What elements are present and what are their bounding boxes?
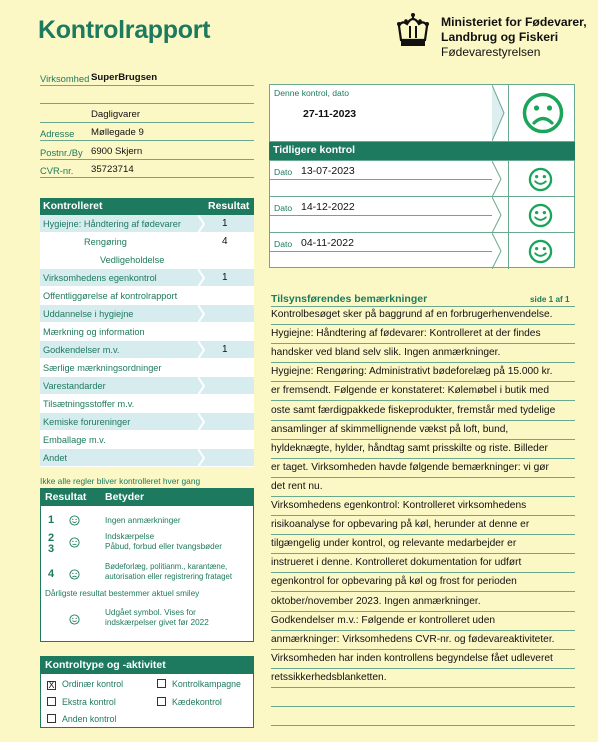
control-table-header-result: Resultat bbox=[208, 200, 250, 212]
legend-expired-2: indskærpelser givet før 2022 bbox=[105, 618, 209, 627]
chevron-arrow-icon bbox=[492, 233, 504, 269]
control-table-row bbox=[40, 359, 254, 377]
remark-line: Hygiejne: Håndtering af fødevarer: Kontrolleret at der findes bbox=[271, 325, 575, 344]
control-row-label: Godkendelser m.v. bbox=[43, 345, 120, 355]
ordinary-check-mark: X bbox=[48, 680, 55, 690]
current-control-box bbox=[269, 84, 575, 142]
happy-smiley-icon bbox=[69, 515, 80, 526]
row-chevron-icon bbox=[198, 305, 206, 323]
row-chevron-icon bbox=[198, 341, 206, 359]
chevron-arrow-icon bbox=[492, 161, 504, 197]
legend-header bbox=[41, 489, 253, 506]
control-table bbox=[40, 198, 254, 467]
address-value: Møllegade 9 bbox=[91, 127, 144, 138]
row-chevron-icon bbox=[198, 287, 206, 305]
previous-date-value: 14-12-2022 bbox=[301, 201, 355, 213]
happy-smiley-icon bbox=[528, 239, 553, 264]
legend-worst-note: Dårligste resultat bestemmer aktuel smiley bbox=[45, 589, 200, 598]
control-table-note: Ikke alle regler bliver kontrolleret hver gang bbox=[40, 476, 201, 486]
extra-control-label: Ekstra kontrol bbox=[62, 697, 116, 707]
control-row-result: 1 bbox=[222, 218, 228, 229]
campaign-control-label: Kontrolkampagne bbox=[172, 679, 241, 689]
ministry-line-2: Landbrug og Fiskeri bbox=[441, 30, 559, 44]
previous-control-row bbox=[270, 233, 574, 269]
legend-num-2: 2 bbox=[48, 532, 55, 544]
campaign-control-checkbox[interactable] bbox=[157, 679, 241, 689]
address-row bbox=[40, 123, 254, 141]
other-control-checkbox[interactable] bbox=[47, 714, 116, 724]
control-table-row bbox=[40, 449, 254, 467]
remark-line: anmærkninger: Virksomhedens CVR-nr. og fødevareaktiviteter. bbox=[271, 631, 575, 650]
company-name-label: Virksomhed bbox=[40, 73, 90, 84]
company-name-row bbox=[40, 68, 254, 86]
extra-control-checkbox[interactable] bbox=[47, 697, 116, 707]
control-row-label: Særlige mærkningsordninger bbox=[43, 363, 162, 373]
previous-date-label: Dato bbox=[274, 239, 293, 249]
control-row-label: Emballage m.v. bbox=[43, 435, 106, 445]
ordinary-control-checkbox[interactable] bbox=[47, 679, 123, 690]
remark-line: egenkontrol for opbevaring på køl og frost for perioden bbox=[271, 573, 575, 592]
remarks-page-number: side 1 af 1 bbox=[530, 295, 570, 304]
previous-controls-header: Tidligere kontrol bbox=[269, 142, 575, 160]
row-chevron-icon bbox=[198, 431, 206, 449]
sad-smiley-icon bbox=[69, 569, 80, 580]
postnr-label: Postnr./By bbox=[40, 147, 83, 158]
sad-smiley-icon bbox=[522, 92, 564, 134]
previous-control-row bbox=[270, 197, 574, 233]
remark-line bbox=[271, 688, 575, 707]
remark-line: Godkendelser m.v.: Følgende er kontrolleret uden bbox=[271, 612, 575, 631]
remark-line bbox=[271, 726, 575, 742]
legend-num-4: 4 bbox=[48, 568, 55, 580]
neutral-smiley-icon bbox=[69, 537, 80, 548]
company-name-value: SuperBrugsen bbox=[91, 72, 158, 83]
legend-header-meaning: Betyder bbox=[105, 491, 145, 503]
remark-line: hyldeknægte, hylder, håndtag samt prisskilte og riste. Billeder bbox=[271, 440, 575, 459]
cvr-label: CVR-nr. bbox=[40, 165, 74, 176]
control-row-label: Mærkning og information bbox=[43, 327, 145, 337]
row-chevron-icon bbox=[198, 269, 206, 287]
legend-text-4a: Bødeforlæg, politianm., karantæne, bbox=[105, 562, 228, 571]
control-table-row bbox=[40, 377, 254, 395]
remark-line: Virksomhedens egenkontrol: Kontrolleret virksomhedens bbox=[271, 497, 575, 516]
control-table-row bbox=[40, 323, 254, 341]
control-table-row bbox=[40, 215, 254, 233]
legend-text-1: Ingen anmærkninger bbox=[105, 516, 181, 525]
control-row-result: 4 bbox=[222, 236, 228, 247]
previous-control-row bbox=[270, 161, 574, 197]
control-type-box bbox=[40, 656, 254, 728]
control-row-label: Kemiske forureninger bbox=[43, 417, 131, 427]
remark-line: er taget. Virksomheden havde følgende bemærkninger: vi gør bbox=[271, 459, 575, 478]
row-chevron-icon bbox=[198, 413, 206, 431]
row-chevron-icon bbox=[198, 323, 206, 341]
previous-date-label: Dato bbox=[274, 203, 293, 213]
company-type-value: Dagligvarer bbox=[91, 109, 141, 120]
page-title: Kontrolrapport bbox=[38, 16, 211, 44]
previous-date-value: 04-11-2022 bbox=[301, 237, 354, 249]
row-chevron-icon bbox=[198, 359, 206, 377]
control-table-row bbox=[40, 413, 254, 431]
control-table-header bbox=[40, 198, 254, 215]
control-row-label: Vedligeholdelse bbox=[100, 255, 165, 265]
row-chevron-icon bbox=[198, 377, 206, 395]
control-table-row bbox=[40, 431, 254, 449]
ministry-line-1: Ministeriet for Fødevarer, bbox=[441, 15, 587, 29]
control-row-label: Varestandarder bbox=[43, 381, 106, 391]
remark-line: oste samt færdigpakkede fiskeprodukter, fremstår med tydelige bbox=[271, 402, 575, 421]
other-control-label: Anden kontrol bbox=[62, 714, 117, 724]
control-row-result: 1 bbox=[222, 344, 228, 355]
control-table-row bbox=[40, 233, 254, 251]
previous-date-label: Dato bbox=[274, 167, 293, 177]
result-legend bbox=[40, 488, 254, 642]
remark-line: ansamlinger af skimmellignende vækst på loft, bund, bbox=[271, 421, 575, 440]
control-row-label: Andet bbox=[43, 453, 68, 463]
control-row-label: Virksomhedens egenkontrol bbox=[43, 273, 157, 283]
control-row-label: Rengøring bbox=[84, 237, 127, 247]
current-smiley-cell bbox=[508, 85, 575, 141]
elite-smiley-icon bbox=[69, 614, 80, 625]
control-row-label: Uddannelse i hygiejne bbox=[43, 309, 134, 319]
legend-text-4b: autorisation eller registrering frataget bbox=[105, 572, 232, 581]
row-chevron-icon bbox=[198, 395, 206, 413]
current-control-label: Denne kontrol, dato bbox=[274, 88, 350, 98]
control-row-label: Hygiejne: Håndtering af fødevarer bbox=[43, 219, 181, 229]
control-table-row bbox=[40, 341, 254, 359]
control-row-label: Offentliggørelse af kontrolrapport bbox=[43, 291, 178, 301]
postnr-row bbox=[40, 142, 254, 160]
control-table-row bbox=[40, 395, 254, 413]
happy-smiley-icon bbox=[528, 167, 553, 192]
cvr-value: 35723714 bbox=[91, 164, 134, 175]
company-line3-row bbox=[40, 105, 254, 123]
happy-smiley-icon bbox=[528, 203, 553, 228]
ordinary-control-label: Ordinær kontrol bbox=[62, 679, 124, 689]
remark-line: retssikkerhedsblanketten. bbox=[271, 669, 575, 688]
remark-line: Kontrolbesøget sker på baggrund af en forbrugerhenvendelse. bbox=[271, 306, 575, 325]
chain-control-checkbox[interactable] bbox=[157, 697, 222, 707]
legend-header-result: Resultat bbox=[45, 491, 87, 503]
previous-controls-box bbox=[269, 160, 575, 268]
row-chevron-icon bbox=[198, 233, 206, 251]
remark-line bbox=[271, 707, 575, 726]
remarks-title: Tilsynsførendes bemærkninger bbox=[271, 293, 428, 305]
row-chevron-icon bbox=[198, 449, 206, 467]
chevron-arrow-icon bbox=[492, 85, 508, 141]
current-control-date: 27-11-2023 bbox=[303, 108, 357, 120]
control-type-title: Kontroltype og -aktivitet bbox=[41, 657, 253, 674]
row-chevron-icon bbox=[198, 251, 206, 269]
postnr-value: 6900 Skjern bbox=[91, 146, 143, 157]
previous-date-value: 13-07-2023 bbox=[301, 165, 355, 177]
remark-line: oktober/november 2023. Ingen anmærkninger. bbox=[271, 593, 575, 612]
row-chevron-icon bbox=[198, 215, 206, 233]
ministry-name bbox=[441, 15, 587, 60]
control-table-row bbox=[40, 251, 254, 269]
legend-text-3: Påbud, forbud eller tvangsbøder bbox=[105, 542, 222, 551]
legend-num-1: 1 bbox=[48, 514, 55, 526]
company-line2-row bbox=[40, 86, 254, 104]
remark-line: handsker ved bland selv slik. Ingen anmærkninger. bbox=[271, 344, 575, 363]
legend-num-3: 3 bbox=[48, 543, 55, 555]
crown-icon bbox=[393, 12, 433, 52]
control-table-row bbox=[40, 305, 254, 323]
remark-line: det rent nu. bbox=[271, 478, 575, 497]
control-table-header-label: Kontrolleret bbox=[43, 200, 103, 212]
remark-line: Virksomheden har inden kontrollens begyndelse fået udleveret bbox=[271, 650, 575, 669]
ministry-line-3: Fødevarestyrelsen bbox=[441, 45, 541, 59]
remark-line: tilgængelig under kontrol, og relevante medarbejder er bbox=[271, 535, 575, 554]
remark-line: instrueret i denne. Kontrolleret dokumentation for udført bbox=[271, 554, 575, 573]
remark-line: risikoanalyse for opbevaring på køl, herunder at denne er bbox=[271, 516, 575, 535]
address-label: Adresse bbox=[40, 128, 75, 139]
control-table-row bbox=[40, 269, 254, 287]
legend-text-2: Indskærpelse bbox=[105, 532, 155, 541]
control-table-row bbox=[40, 287, 254, 305]
cvr-row bbox=[40, 160, 254, 178]
control-row-result: 1 bbox=[222, 272, 228, 283]
control-row-label: Tilsætningsstoffer m.v. bbox=[43, 399, 135, 409]
legend-expired-1: Udgået symbol. Vises for bbox=[105, 608, 196, 617]
chain-control-label: Kædekontrol bbox=[172, 697, 222, 707]
remark-line: er fremsendt. Følgende er konstateret: Kølemøbel i butik med bbox=[271, 382, 575, 401]
chevron-arrow-icon bbox=[492, 197, 504, 233]
remark-line: Hygiejne: Rengøring: Administrativt bødeforelæg på 15.000 kr. bbox=[271, 363, 575, 382]
